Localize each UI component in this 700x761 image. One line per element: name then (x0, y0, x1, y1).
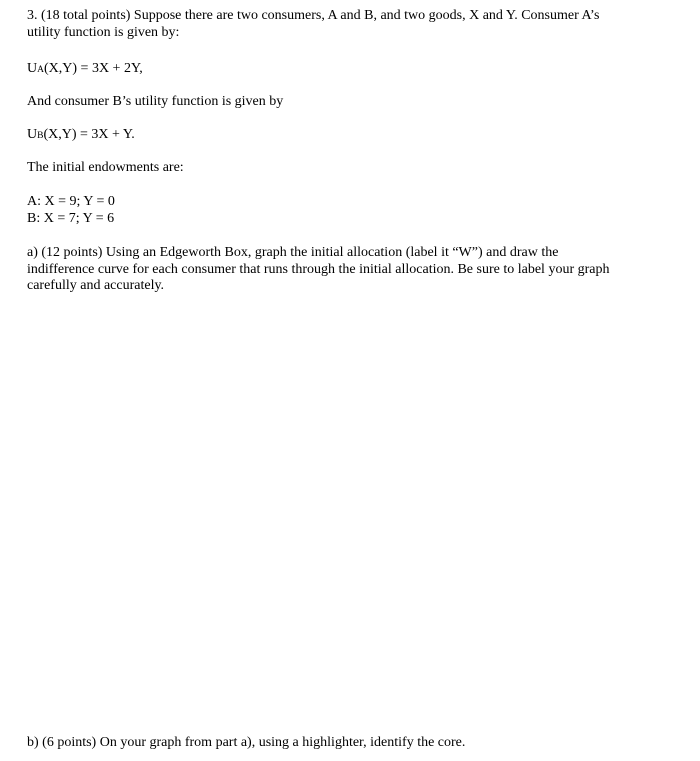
endowments-intro: The initial endowments are: (27, 160, 184, 175)
question-intro (27, 8, 667, 41)
question-intro-line-2: utility function is given by: (27, 24, 180, 40)
utility-function-a (27, 61, 667, 79)
part-a-question (27, 245, 667, 295)
endowments-list (27, 194, 667, 227)
part-b-question: b) (6 points) On your graph from part a), using a highlighter, identify the core. (27, 735, 466, 750)
utility-function-b (27, 127, 667, 145)
utility-b-expression: (X,Y) = 3X + Y. (43, 127, 135, 142)
part-a-line-3: carefully and accurately. (27, 278, 165, 293)
endowment-a: A: X = 9; Y = 0 (27, 194, 115, 209)
question-intro-line-1: 3. (18 total points) Suppose there are two consumers, A and B, and two goods, X and Y. Consumer A’s (27, 8, 600, 23)
utility-a-expression: (X,Y) = 3X + 2Y, (44, 61, 143, 76)
utility-b-subscript: B (37, 131, 44, 141)
consumer-b-intro: And consumer B’s utility function is given by (27, 94, 284, 109)
part-a-line-2: indifference curve for each consumer that runs through the initial allocation. Be sure to label your graph (27, 261, 610, 277)
utility-a-subscript: A (37, 65, 44, 75)
part-a-line-1: a) (12 points) Using an Edgeworth Box, graph the initial allocation (label it “W”) and draw the (27, 245, 559, 260)
utility-b-symbol: U (27, 127, 38, 142)
utility-a-symbol: U (27, 61, 38, 76)
answer-space (27, 300, 667, 725)
endowment-b: B: X = 7; Y = 6 (27, 210, 115, 226)
